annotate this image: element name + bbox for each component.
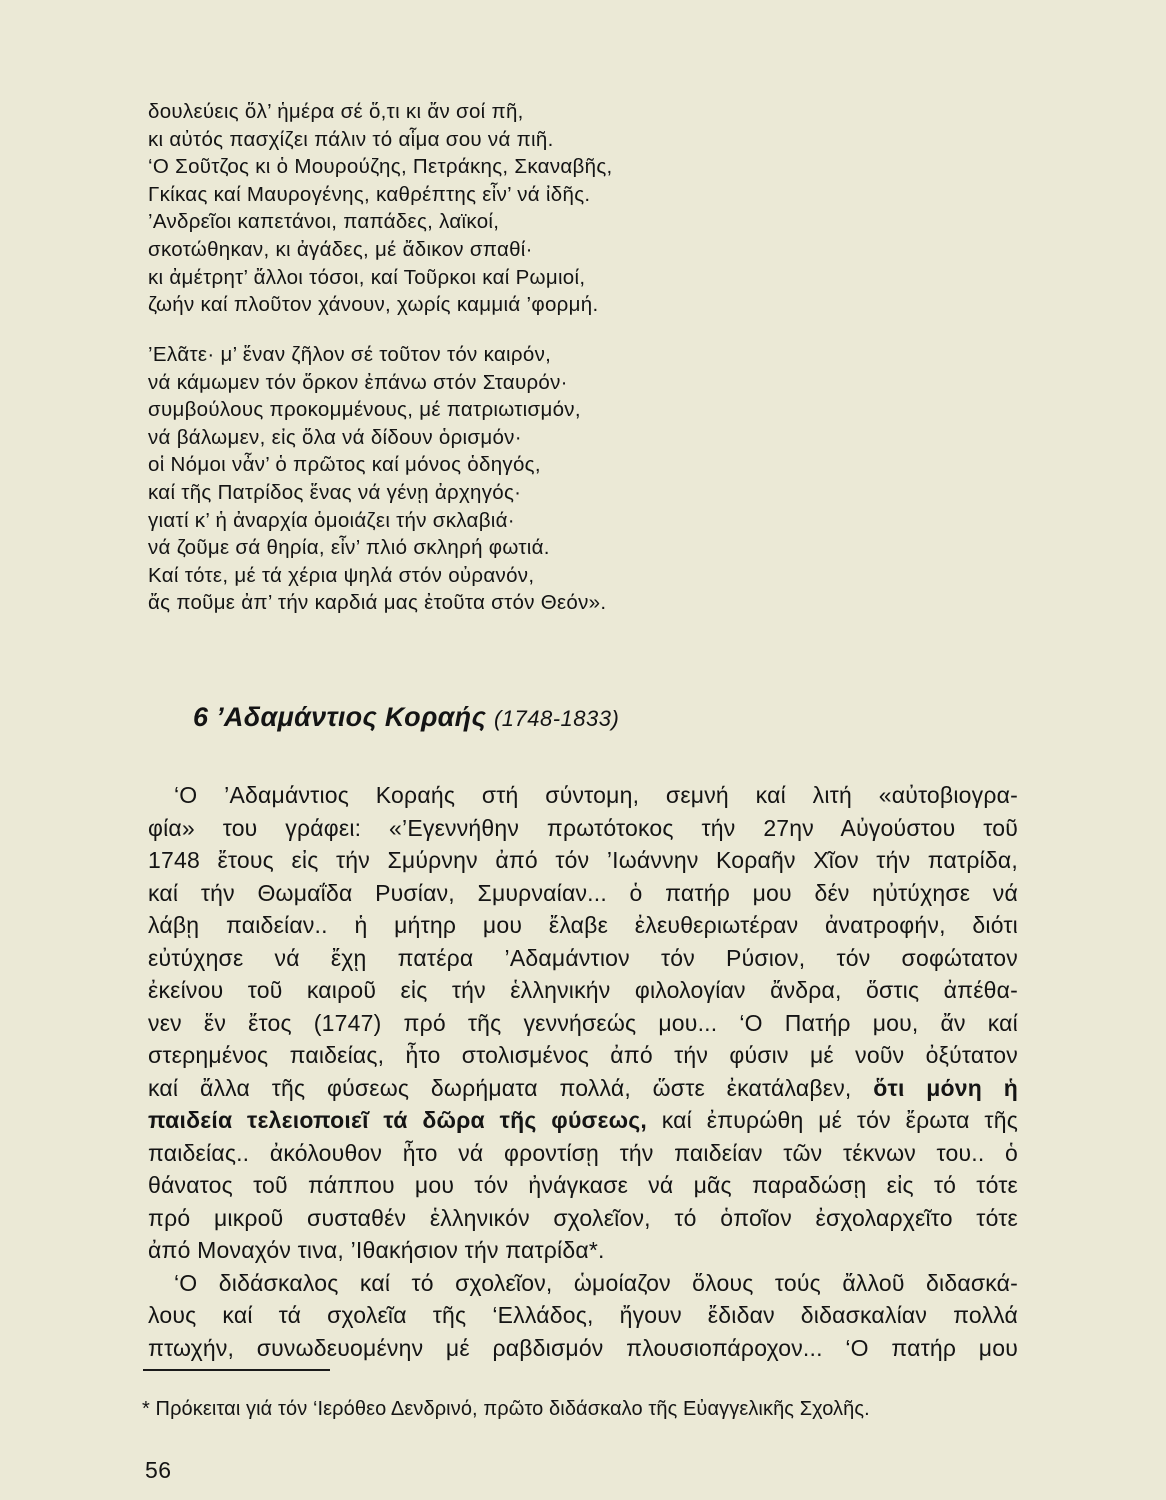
prose-line: ἀπό Μοναχόν τινα, ’Ιθακήσιον τήν πατρίδα*. bbox=[148, 1237, 605, 1263]
section-title: 6 ’Αδαμάντιος Κοραής bbox=[193, 702, 487, 732]
prose-fragment: καί ἄλλα τῆς φύσεως δωρήματα πολλά, ὥστε ἐκατάλαβεν, bbox=[148, 1074, 852, 1101]
verse-line: νά κάμωμεν τόν ὅρκον ἐπάνω στόν Σταυρόν· bbox=[148, 370, 568, 394]
verse-stanza-1 bbox=[148, 98, 868, 319]
section-heading bbox=[193, 702, 619, 733]
verse-line: οἱ Νόμοι νἆν’ ὁ πρῶτος καί μόνος ὁδηγός, bbox=[148, 453, 541, 477]
verse-line: νά βάλωμεν, εἰς ὅλα νά δίδουν ὁρισμόν· bbox=[148, 425, 522, 449]
verse-line: καί τῆς Πατρίδος ἕνας νά γένῃ ἀρχηγός· bbox=[148, 480, 522, 504]
section-dates: (1748-1833) bbox=[493, 706, 620, 731]
verse-line: Γκίκας καί Μαυρογένης, καθρέπτης εἶν’ νά ἰδῆς. bbox=[148, 182, 591, 206]
prose-line: στερημένος παιδείας, ἦτο στολισμένος ἀπό τήν φύσιν μέ νοῦν ὀξύτατον bbox=[148, 1042, 1018, 1068]
verse-stanza-2 bbox=[148, 341, 868, 617]
prose-line: πτωχήν, συνωδευομένην μέ ραβδισμόν πλουσιοπάροχον... ‘Ο πατήρ μου bbox=[148, 1334, 1018, 1361]
verse-line: ζωήν καί πλοῦτον χάνουν, χωρίς καμμιά ’φορμή. bbox=[148, 293, 599, 317]
verse-line: ‘Ο Σοῦτζος κι ὁ Μουρούζης, Πετράκης, Σκαναβῆς, bbox=[148, 155, 613, 179]
footnote-divider bbox=[143, 1369, 330, 1371]
verse-line: δουλεύεις ὅλ’ ἡμέρα σέ ὅ,τι κι ἄν σοί πῆ, bbox=[148, 100, 524, 123]
verse-line: νά ζοῦμε σά θηρία, εἶν’ πλιό σκληρή φωτιά. bbox=[148, 536, 550, 560]
bold-phrase: παιδεία τελειοποιεῖ τά δῶρα τῆς φύσεως, bbox=[148, 1107, 647, 1133]
prose-line: ‘Ο ’Αδαμάντιος Κοραής στή σύντομη, σεμνή καί λιτή «αὐτοβιογρα- bbox=[174, 782, 1018, 808]
prose-line: πρό μικροῦ συσταθέν ἑλληνικόν σχολεῖον, τό ὁποῖον ἐσχολαρχεῖτο τότε bbox=[148, 1204, 1018, 1231]
page-number: 56 bbox=[145, 1457, 172, 1483]
verse-line: κι ἀμέτρητ’ ἄλλοι τόσοι, καί Τοῦρκοι καί Ρωμιοί, bbox=[148, 265, 586, 289]
verse-line: κι αὐτός πασχίζει πάλιν τό αἷμα σου νά πιῆ. bbox=[148, 127, 554, 151]
prose-line: φία» του γράφει: «’Εγεννήθην πρωτότοκος τήν 27ην Αὐγούστου τοῦ bbox=[148, 814, 1018, 841]
verse-line: γιατί κ’ ἡ ἀναρχία ὁμοιάζει τήν σκλαβιά· bbox=[148, 508, 515, 532]
prose-line: ἐκείνου τοῦ καιροῦ εἰς τήν ἑλληνικήν φιλολογίαν ἄνδρα, ὅστις ἀπέθα- bbox=[148, 977, 1018, 1003]
verse-line: ἄς ποῦμε ἀπ’ τήν καρδιά μας ἐτοῦτα στόν Θεόν». bbox=[148, 591, 607, 615]
prose-line bbox=[148, 1104, 1018, 1137]
bold-phrase: ὅτι μόνη ἡ bbox=[873, 1074, 1019, 1101]
verse-line: ’Ελᾶτε· μ’ ἕναν ζῆλον σέ τοῦτον τόν καιρόν, bbox=[148, 343, 552, 366]
verse-line: σκοτώθηκαν, κι ἀγάδες, μέ ἄδικον σπαθί· bbox=[148, 237, 533, 261]
prose-line: ‘Ο διδάσκαλος καί τό σχολεῖον, ὡμοίαζον ὅλους τούς ἄλλοῦ διδασκά- bbox=[174, 1269, 1018, 1296]
footnote: * Πρόκειται γιά τόν ‘Ιερόθεο Δενδρινό, πρῶτο διδάσκαλο τῆς Εὐαγγελικῆς Σχολῆς. bbox=[142, 1398, 870, 1420]
verse-line: συμβούλους προκομμένους, μέ πατριωτισμόν, bbox=[148, 398, 581, 422]
prose-line: θάνατος τοῦ πάππου μου τόν ἠνάγκασε νά μᾶς παραδώσῃ εἰς τό τότε bbox=[148, 1172, 1018, 1198]
prose-line: λάβῃ παιδείαν.. ἡ μήτηρ μου ἔλαβε ἐλευθεριωτέραν ἀνατροφήν, διότι bbox=[148, 912, 1018, 938]
prose-fragment: καί ἐπυρώθη μέ τόν ἔρωτα τῆς bbox=[661, 1107, 1018, 1133]
prose-line bbox=[148, 1072, 1018, 1105]
verse-line: Καί τότε, μέ τά χέρια ψηλά στόν οὐρανόν, bbox=[148, 563, 535, 587]
prose-line: εὐτύχησε νά ἔχῃ πατέρα ’Αδαμάντιον τόν Ρύσιον, τόν σοφώτατον bbox=[148, 944, 1018, 971]
body-text bbox=[148, 779, 1018, 1364]
verse-line: ’Ανδρεῖοι καπετάνοι, παπάδες, λαϊκοί, bbox=[148, 210, 500, 234]
prose-line: 1748 ἔτους εἰς τήν Σμύρνην ἀπό τόν ’Ιωάννην Κοραῆν Χῖον τήν πατρίδα, bbox=[148, 847, 1018, 873]
prose-line: λους καί τά σχολεῖα τῆς ‘Ελλάδος, ἤγουν ἔδιδαν διδασκαλίαν πολλά bbox=[148, 1302, 1018, 1328]
prose-line: καί τήν Θωμαΐδα Ρυσίαν, Σμυρναίαν... ὁ πατήρ μου δέν ηὐτύχησε νά bbox=[148, 879, 1018, 906]
prose-line: νεν ἕν ἔτος (1747) πρό τῆς γεννήσεώς μου... ‘Ο Πατήρ μου, ἄν καί bbox=[148, 1009, 1018, 1036]
prose-line: παιδείας.. ἀκόλουθον ἦτο νά φροντίσῃ τήν παιδείαν τῶν τέκνων του.. ὁ bbox=[148, 1139, 1018, 1166]
